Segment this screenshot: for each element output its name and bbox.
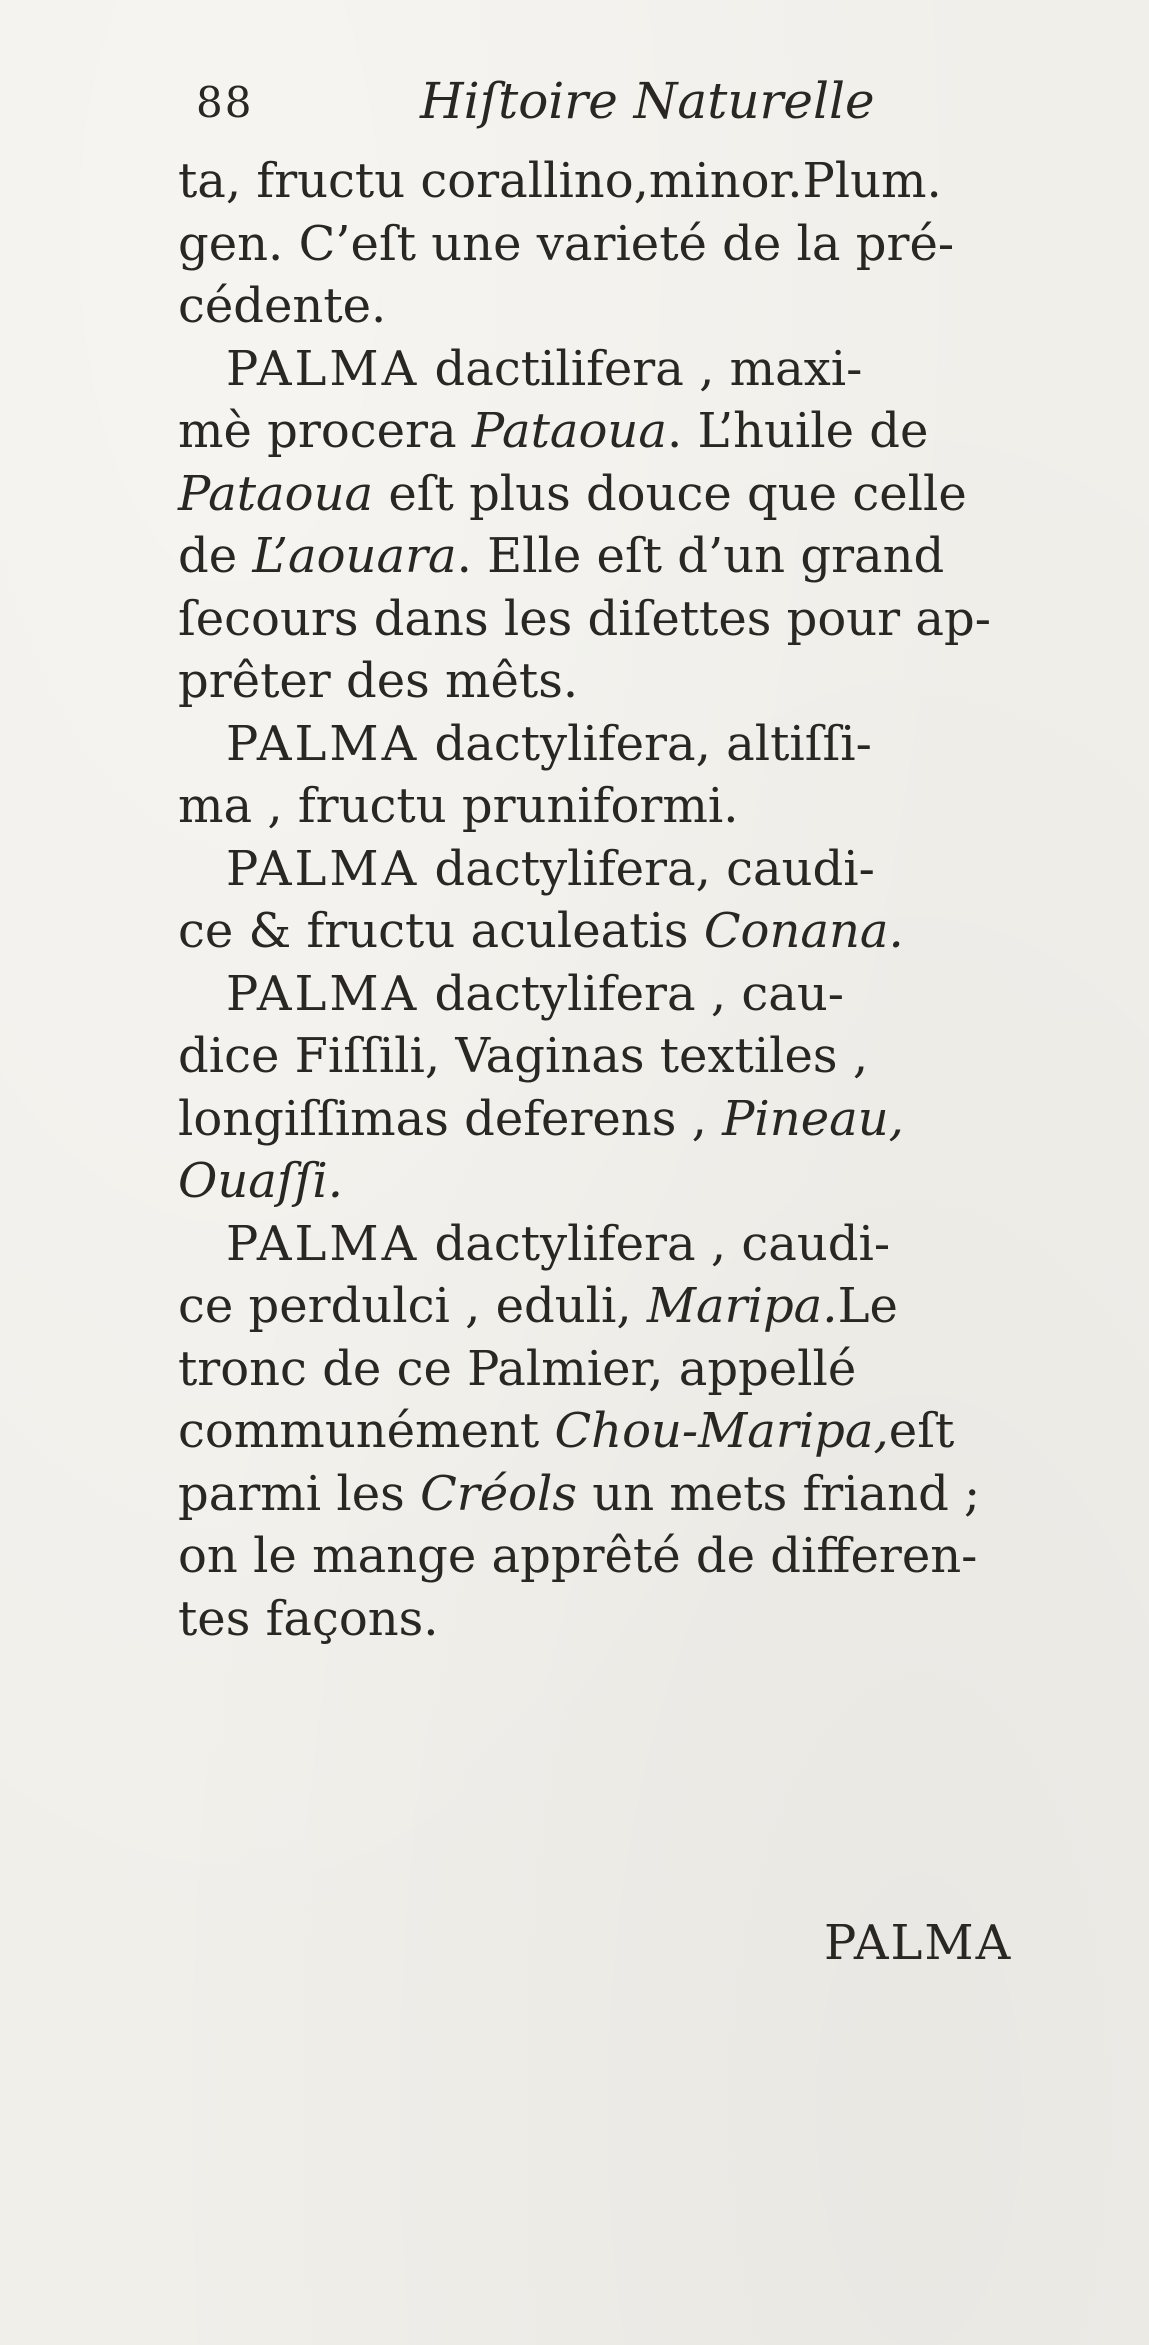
text-line — [178, 275, 1118, 338]
line-text: longiſſimas deferens , — [178, 1090, 723, 1147]
running-head: Hiſtoire Naturelle — [420, 72, 875, 130]
text-line — [178, 150, 1118, 213]
text-line — [178, 463, 1118, 526]
line-text: mè procera — [178, 403, 472, 459]
line-text: on le mange apprêté de differen- — [178, 1528, 978, 1584]
text-line — [178, 588, 1118, 651]
entry-heading-line — [178, 713, 1118, 776]
text-line — [178, 1400, 1118, 1463]
italic-name: Maripa. — [646, 1278, 838, 1334]
line-text: un mets friand ; — [577, 1465, 981, 1522]
line-text: communément — [178, 1403, 555, 1459]
line-text: eſt — [888, 1403, 955, 1459]
page-number: 88 — [196, 78, 254, 127]
line-text: prêter des mêts. — [178, 653, 579, 709]
entry-heading-line — [178, 338, 1118, 401]
line-text: dactilifera , maxi- — [419, 340, 863, 397]
line-text: . L’huile de — [666, 403, 929, 459]
line-text: tronc de ce Palmier, appellé — [178, 1340, 857, 1397]
line-text: dactylifera , caudi- — [419, 1215, 891, 1272]
line-text: dactylifera , cau- — [419, 965, 844, 1022]
line-text: . Elle eſt d’un grand — [456, 528, 945, 584]
line-text: dactylifera, altiſſi- — [419, 715, 872, 772]
text-line — [178, 1150, 1118, 1213]
line-text: parmi les — [178, 1465, 421, 1522]
line-text: ta, fructu corallino,minor.Plum. — [178, 153, 942, 209]
line-text: ce & fructu aculeatis — [178, 903, 704, 959]
text-line — [178, 900, 1118, 963]
page-header — [0, 72, 1149, 152]
line-text: dactylifera, caudi- — [419, 840, 875, 897]
line-text: eſt plus douce que celle — [373, 465, 967, 522]
text-line — [178, 775, 1118, 838]
italic-name: L’aouara — [252, 528, 457, 584]
line-text: ma , fructu pruniformi. — [178, 778, 739, 834]
text-line — [178, 400, 1118, 463]
italic-name: Conana. — [703, 903, 904, 959]
text-line — [178, 1275, 1118, 1338]
italic-name: Chou-Maripa, — [554, 1403, 889, 1459]
text-line — [178, 1463, 1118, 1526]
text-line — [178, 1588, 1118, 1651]
entry-keyword: PALMA — [226, 340, 420, 397]
text-line — [178, 1525, 1118, 1588]
entry-keyword: PALMA — [226, 965, 420, 1022]
line-text: gen. C’eſt une varieté de la pré- — [178, 215, 955, 272]
text-line — [178, 1025, 1118, 1088]
line-text: ce perdulci , eduli, — [178, 1278, 647, 1334]
entry-keyword: PALMA — [226, 1215, 420, 1272]
line-text: dice Fiſſili, Vaginas textiles , — [178, 1028, 869, 1084]
italic-name: Pataoua — [471, 403, 667, 459]
line-text: ſecours dans les diſettes pour ap- — [178, 590, 991, 647]
entry-heading-line — [178, 963, 1118, 1026]
line-text: de — [178, 528, 253, 584]
line-text: tes façons. — [178, 1590, 439, 1647]
text-line — [178, 650, 1118, 713]
text-line — [178, 1088, 1118, 1151]
italic-name: Pataoua — [178, 465, 374, 522]
line-text: Le — [837, 1278, 898, 1334]
italic-name: Créols — [420, 1465, 578, 1522]
italic-name: Ouaſſi. — [178, 1153, 344, 1209]
text-line — [178, 1338, 1118, 1401]
entry-heading-line — [178, 838, 1118, 901]
text-line — [178, 525, 1118, 588]
catchword: PALMA — [824, 1915, 1013, 1971]
line-text: cédente. — [178, 278, 387, 334]
entry-keyword: PALMA — [226, 715, 420, 772]
italic-name: Pineau, — [722, 1090, 904, 1147]
entry-heading-line — [178, 1213, 1118, 1276]
entry-keyword: PALMA — [226, 840, 420, 897]
text-line — [178, 213, 1118, 276]
body-text — [178, 150, 1118, 1650]
